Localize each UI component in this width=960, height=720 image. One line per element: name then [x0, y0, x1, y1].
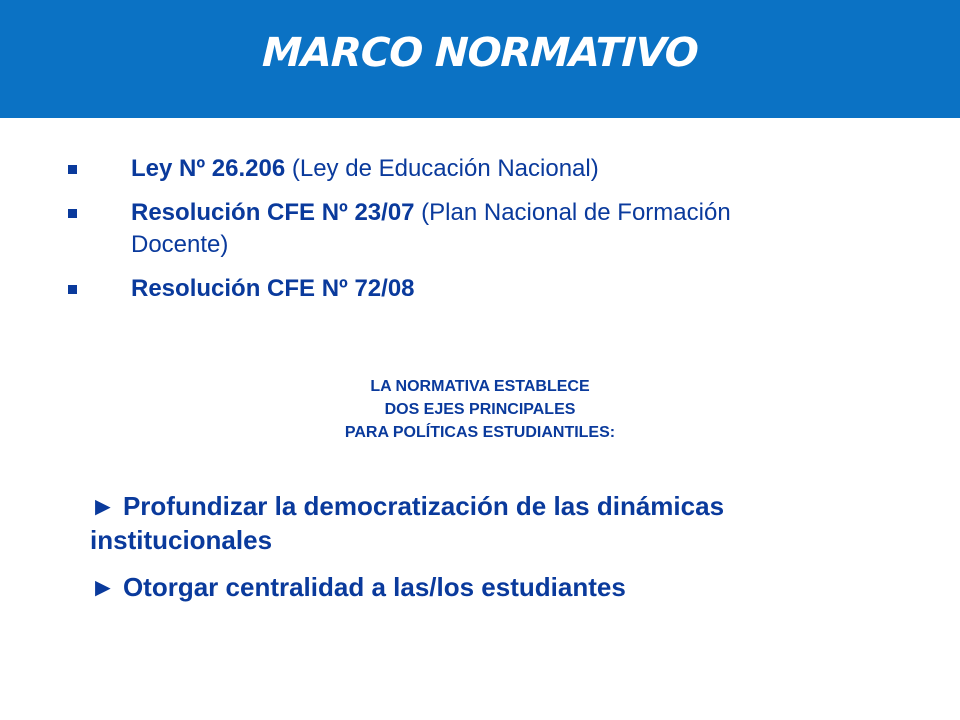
square-bullet-icon	[68, 165, 77, 174]
axes-heading-line: PARA POLÍTICAS ESTUDIANTILES:	[344, 424, 616, 441]
axes-heading-line: LA NORMATIVA ESTABLECE	[370, 378, 590, 395]
header-banner	[0, 0, 960, 118]
axes-heading-line: DOS EJES PRINCIPALES	[384, 401, 576, 418]
axes-list	[90, 489, 870, 617]
law-name: Resolución CFE Nº 23/07	[131, 199, 415, 226]
list-item	[68, 273, 828, 305]
law-description: (Ley de Educación Nacional)	[285, 155, 599, 182]
square-bullet-icon	[68, 209, 77, 218]
law-name: Resolución CFE Nº 72/08	[131, 275, 415, 302]
axis-item: ► Profundizar la democratización de las dinámicas institucionales	[90, 491, 725, 555]
axis-item: ► Otorgar centralidad a las/los estudiantes	[90, 572, 626, 602]
axes-heading	[230, 375, 730, 444]
list-item	[68, 197, 828, 261]
law-description: (Plan Nacional de Formación Docente)	[131, 199, 731, 258]
square-bullet-icon	[68, 285, 77, 294]
law-name: Ley Nº 26.206	[131, 155, 286, 182]
list-item	[68, 153, 828, 185]
law-list	[68, 153, 828, 317]
page-title: MARCO NORMATIVO	[261, 30, 699, 76]
